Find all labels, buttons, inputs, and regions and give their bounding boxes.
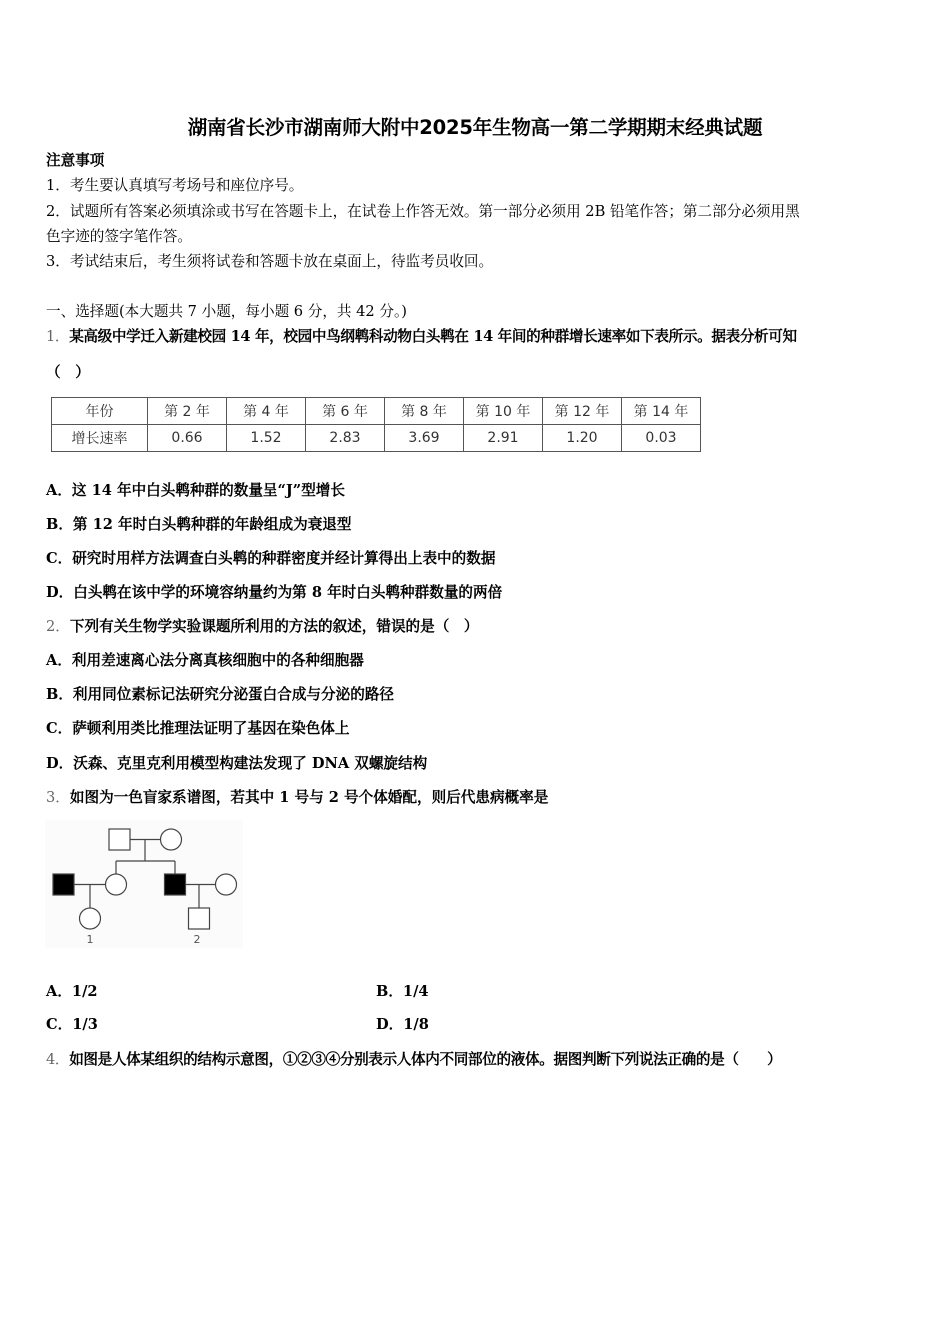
table-row xyxy=(52,398,701,425)
question-2-option-d: D．沃森、克里克利用模型构建法发现了 DNA 双螺旋结构 xyxy=(46,755,428,772)
pedigree-individual-1 xyxy=(80,908,101,929)
notice-heading: 注意事项 xyxy=(46,152,105,169)
section-heading: 一、选择题(本大题共 7 小题，每小题 6 分，共 42 分。) xyxy=(46,303,407,320)
table-cell: 1.52 xyxy=(227,425,306,452)
question-number: 3． xyxy=(46,789,70,806)
question-3-option-b: B．1/4 xyxy=(376,983,429,1000)
pedigree-male-normal xyxy=(109,829,130,850)
pedigree-female-normal xyxy=(216,874,237,895)
pedigree-label-1: 1 xyxy=(86,933,94,946)
notice-item: 3．考试结束后，考生须将试卷和答题卡放在桌面上，待监考员收回。 xyxy=(46,253,494,270)
pedigree-chart xyxy=(45,820,243,948)
notice-item: 2．试题所有答案必须填涂或书写在答题卡上，在试卷上作答无效。第一部分必须用 2B 铅笔作答；第二部分必须用黑 xyxy=(46,203,800,220)
page-title: 湖南省长沙市湖南师大附中2025年生物高一第二学期期末经典试题 xyxy=(187,116,763,139)
pedigree-individual-2 xyxy=(189,908,210,929)
table-row xyxy=(52,425,701,452)
question-1-option-b: B．第 12 年时白头鹎种群的年龄组成为衰退型 xyxy=(46,516,352,533)
question-number: 4． xyxy=(46,1051,70,1068)
question-number: 1． xyxy=(46,328,70,345)
growth-rate-table xyxy=(51,397,701,452)
notice-item: 1．考生要认真填写考场号和座位序号。 xyxy=(46,177,304,194)
table-cell: 2.91 xyxy=(464,425,543,452)
question-2-option-a: A．利用差速离心法分离真核细胞中的各种细胞器 xyxy=(46,652,364,669)
question-1-option-a: A．这 14 年中白头鹎种群的数量呈“J”型增长 xyxy=(46,482,345,499)
question-3-option-a: A．1/2 xyxy=(46,983,98,1000)
table-cell: 第 12 年 xyxy=(543,398,622,425)
pedigree-female-normal xyxy=(106,874,127,895)
question-3-option-c: C．1/3 xyxy=(46,1016,98,1033)
table-cell: 0.03 xyxy=(622,425,701,452)
question-2-option-c: C．萨顿利用类比推理法证明了基因在染色体上 xyxy=(46,720,350,737)
table-cell: 1.20 xyxy=(543,425,622,452)
question-number: 2． xyxy=(46,618,70,635)
table-cell: 第 6 年 xyxy=(306,398,385,425)
question-3-stem: 3．如图为一色盲家系谱图，若其中 1 号与 2 号个体婚配，则后代患病概率是 xyxy=(46,789,549,806)
table-cell: 2.83 xyxy=(306,425,385,452)
question-2-stem: 2．下列有关生物学实验课题所利用的方法的叙述，错误的是（ ） xyxy=(46,618,479,635)
pedigree-male-affected xyxy=(53,874,74,895)
pedigree-male-affected xyxy=(165,874,186,895)
question-1-option-c: C．研究时用样方法调查白头鹎的种群密度并经计算得出上表中的数据 xyxy=(46,550,496,567)
table-cell: 第 2 年 xyxy=(148,398,227,425)
pedigree-label-2: 2 xyxy=(193,933,201,946)
table-cell: 增长速率 xyxy=(52,425,148,452)
question-4-stem: 4．如图是人体某组织的结构示意图，①②③④分别表示人体内不同部位的液体。据图判断下列说法正确的是（ ） xyxy=(46,1051,782,1068)
table-cell: 第 14 年 xyxy=(622,398,701,425)
table-cell: 第 4 年 xyxy=(227,398,306,425)
question-2-option-b: B．利用同位素标记法研究分泌蛋白合成与分泌的路径 xyxy=(46,686,394,703)
question-1-stem: 1．某高级中学迁入新建校园 14 年，校园中鸟纲鹎科动物白头鹎在 14 年间的种群增长速率如下表所示。据表分析可知 xyxy=(46,328,797,345)
table-cell: 第 8 年 xyxy=(385,398,464,425)
table-cell: 第 10 年 xyxy=(464,398,543,425)
table-cell: 年份 xyxy=(52,398,148,425)
notice-item: 色字迹的签字笔作答。 xyxy=(46,228,192,245)
question-3-option-d: D．1/8 xyxy=(376,1016,429,1033)
table-cell: 0.66 xyxy=(148,425,227,452)
pedigree-female-normal xyxy=(161,829,182,850)
question-1-option-d: D．白头鹎在该中学的环境容纳量约为第 8 年时白头鹎种群数量的两倍 xyxy=(46,584,503,601)
question-1-stem-cont: （ ） xyxy=(46,364,90,381)
table-cell: 3.69 xyxy=(385,425,464,452)
